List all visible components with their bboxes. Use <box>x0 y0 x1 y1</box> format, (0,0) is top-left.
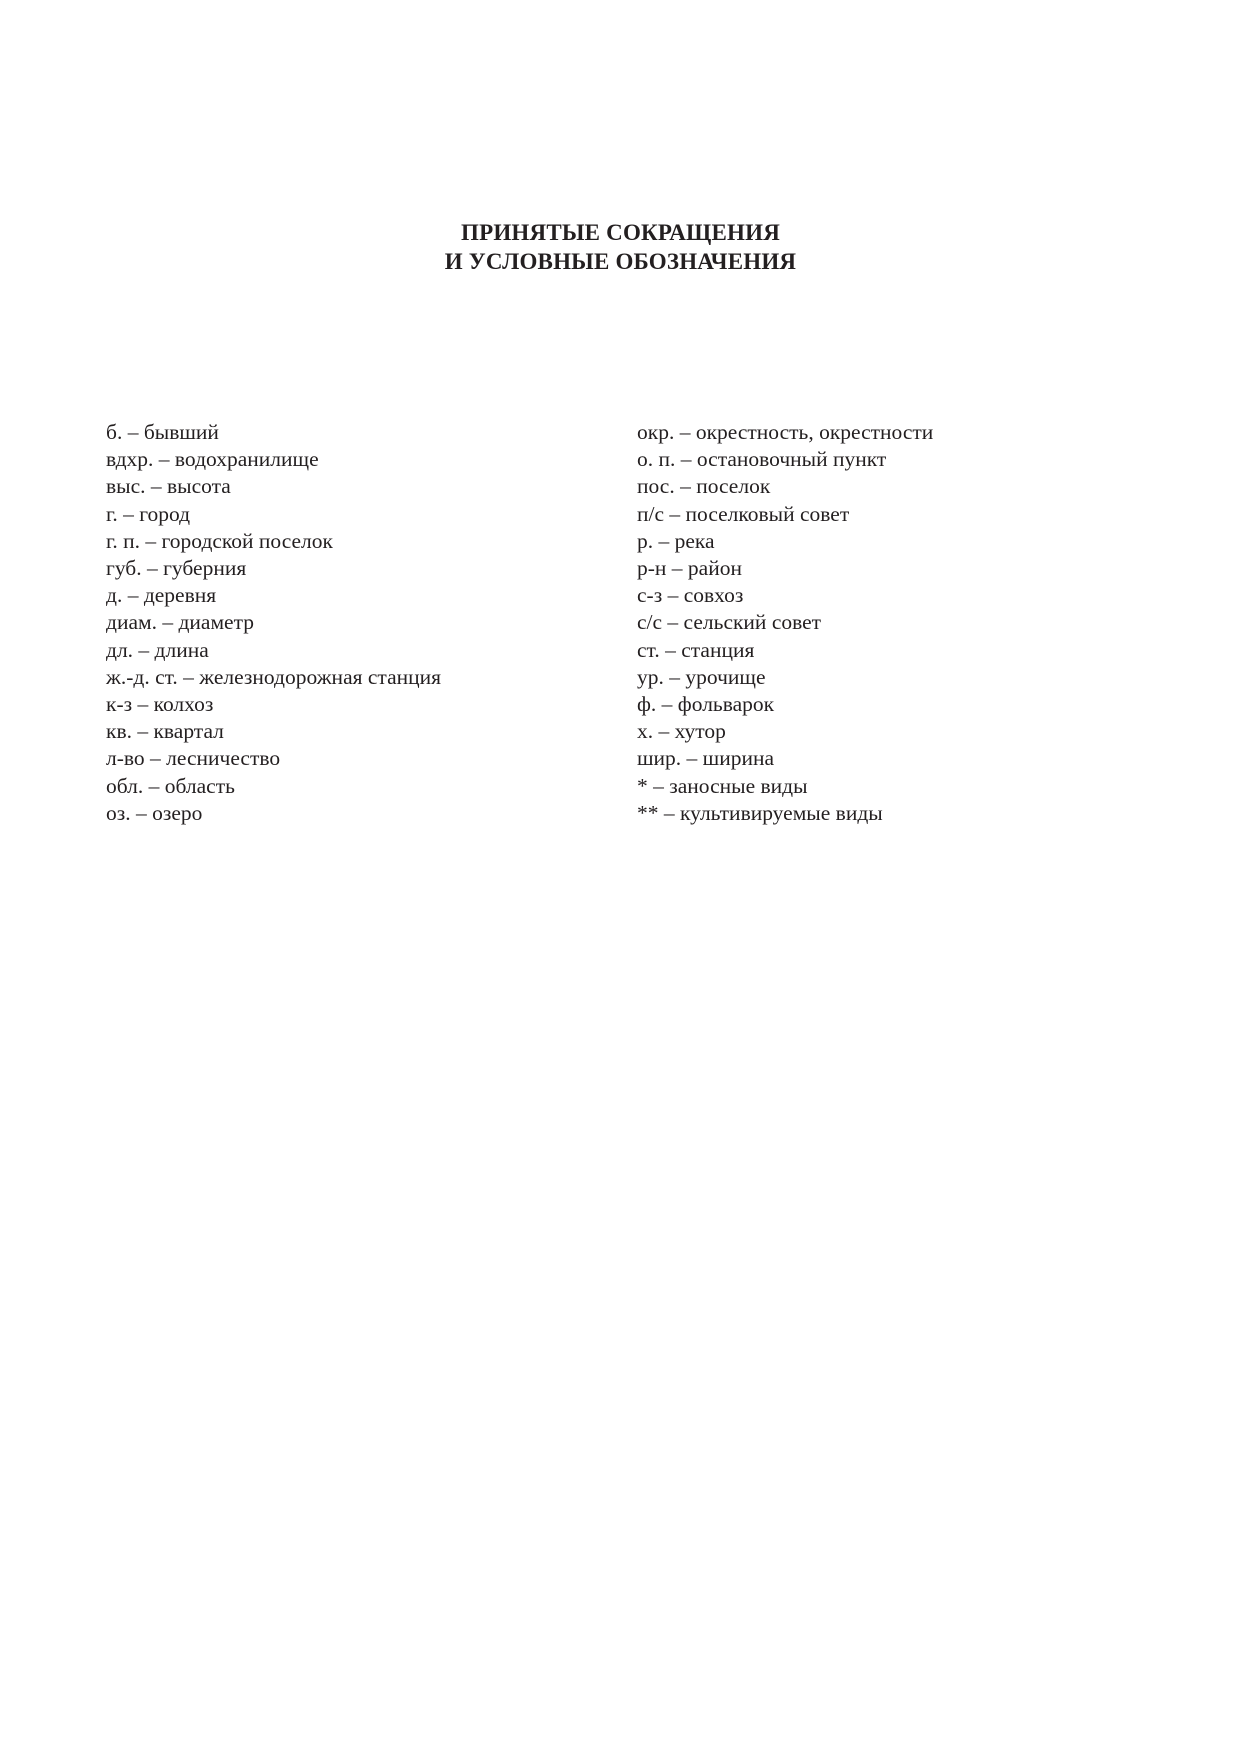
abbreviation-item: кв. – квартал <box>106 719 224 744</box>
abbreviation-item: р-н – район <box>637 556 742 581</box>
abbreviation-item: г. п. – городской поселок <box>106 528 333 553</box>
abbreviation-item: р. – река <box>637 528 715 553</box>
abbreviation-item: дл. – длина <box>106 637 209 662</box>
abbreviation-item: обл. – область <box>106 773 235 798</box>
abbreviation-item: д. – деревня <box>106 583 217 608</box>
page-title-line-1: ПРИНЯТЫЕ СОКРАЩЕНИЯ <box>460 220 781 245</box>
abbreviation-item: с-з – совхоз <box>637 583 744 608</box>
abbreviation-item: окр. – окрестность, окрестности <box>637 420 934 444</box>
abbreviation-item: вдхр. – водохранилище <box>106 447 319 472</box>
abbreviation-item: диам. – диаметр <box>106 610 255 635</box>
abbreviation-item: б. – бывший <box>106 420 219 444</box>
abbreviation-item: с/с – сельский совет <box>637 610 822 635</box>
abbreviation-item: ур. – урочище <box>637 664 766 689</box>
abbreviation-item: ст. – станция <box>637 637 755 662</box>
abbreviation-item: о. п. – остановочный пункт <box>637 447 887 472</box>
abbreviation-item: выс. – высота <box>106 474 231 499</box>
abbreviation-item: п/с – поселковый совет <box>637 501 850 526</box>
abbreviation-item: ф. – фольварок <box>637 692 775 717</box>
abbreviation-item: ж.-д. ст. – железнодорожная станция <box>106 664 442 689</box>
page-title-line-2: И УСЛОВНЫЕ ОБОЗНАЧЕНИЯ <box>444 249 797 274</box>
abbreviation-item: к-з – колхоз <box>106 692 214 717</box>
abbreviation-item: губ. – губерния <box>106 556 247 581</box>
abbreviation-item: ** – культивируемые виды <box>637 800 883 825</box>
abbreviation-item: л-во – лесничество <box>106 746 281 771</box>
abbreviation-item: г. – город <box>106 501 191 526</box>
abbreviation-item: х. – хутор <box>637 719 726 744</box>
abbreviation-item: пос. – поселок <box>637 474 771 499</box>
abbreviation-item: шир. – ширина <box>637 746 775 771</box>
abbreviations-left-column <box>106 419 626 827</box>
abbreviations-right-column <box>637 419 1157 827</box>
abbreviation-item: оз. – озеро <box>106 800 203 825</box>
abbreviation-item: * – заносные виды <box>637 773 808 798</box>
page-title <box>0 218 1241 276</box>
